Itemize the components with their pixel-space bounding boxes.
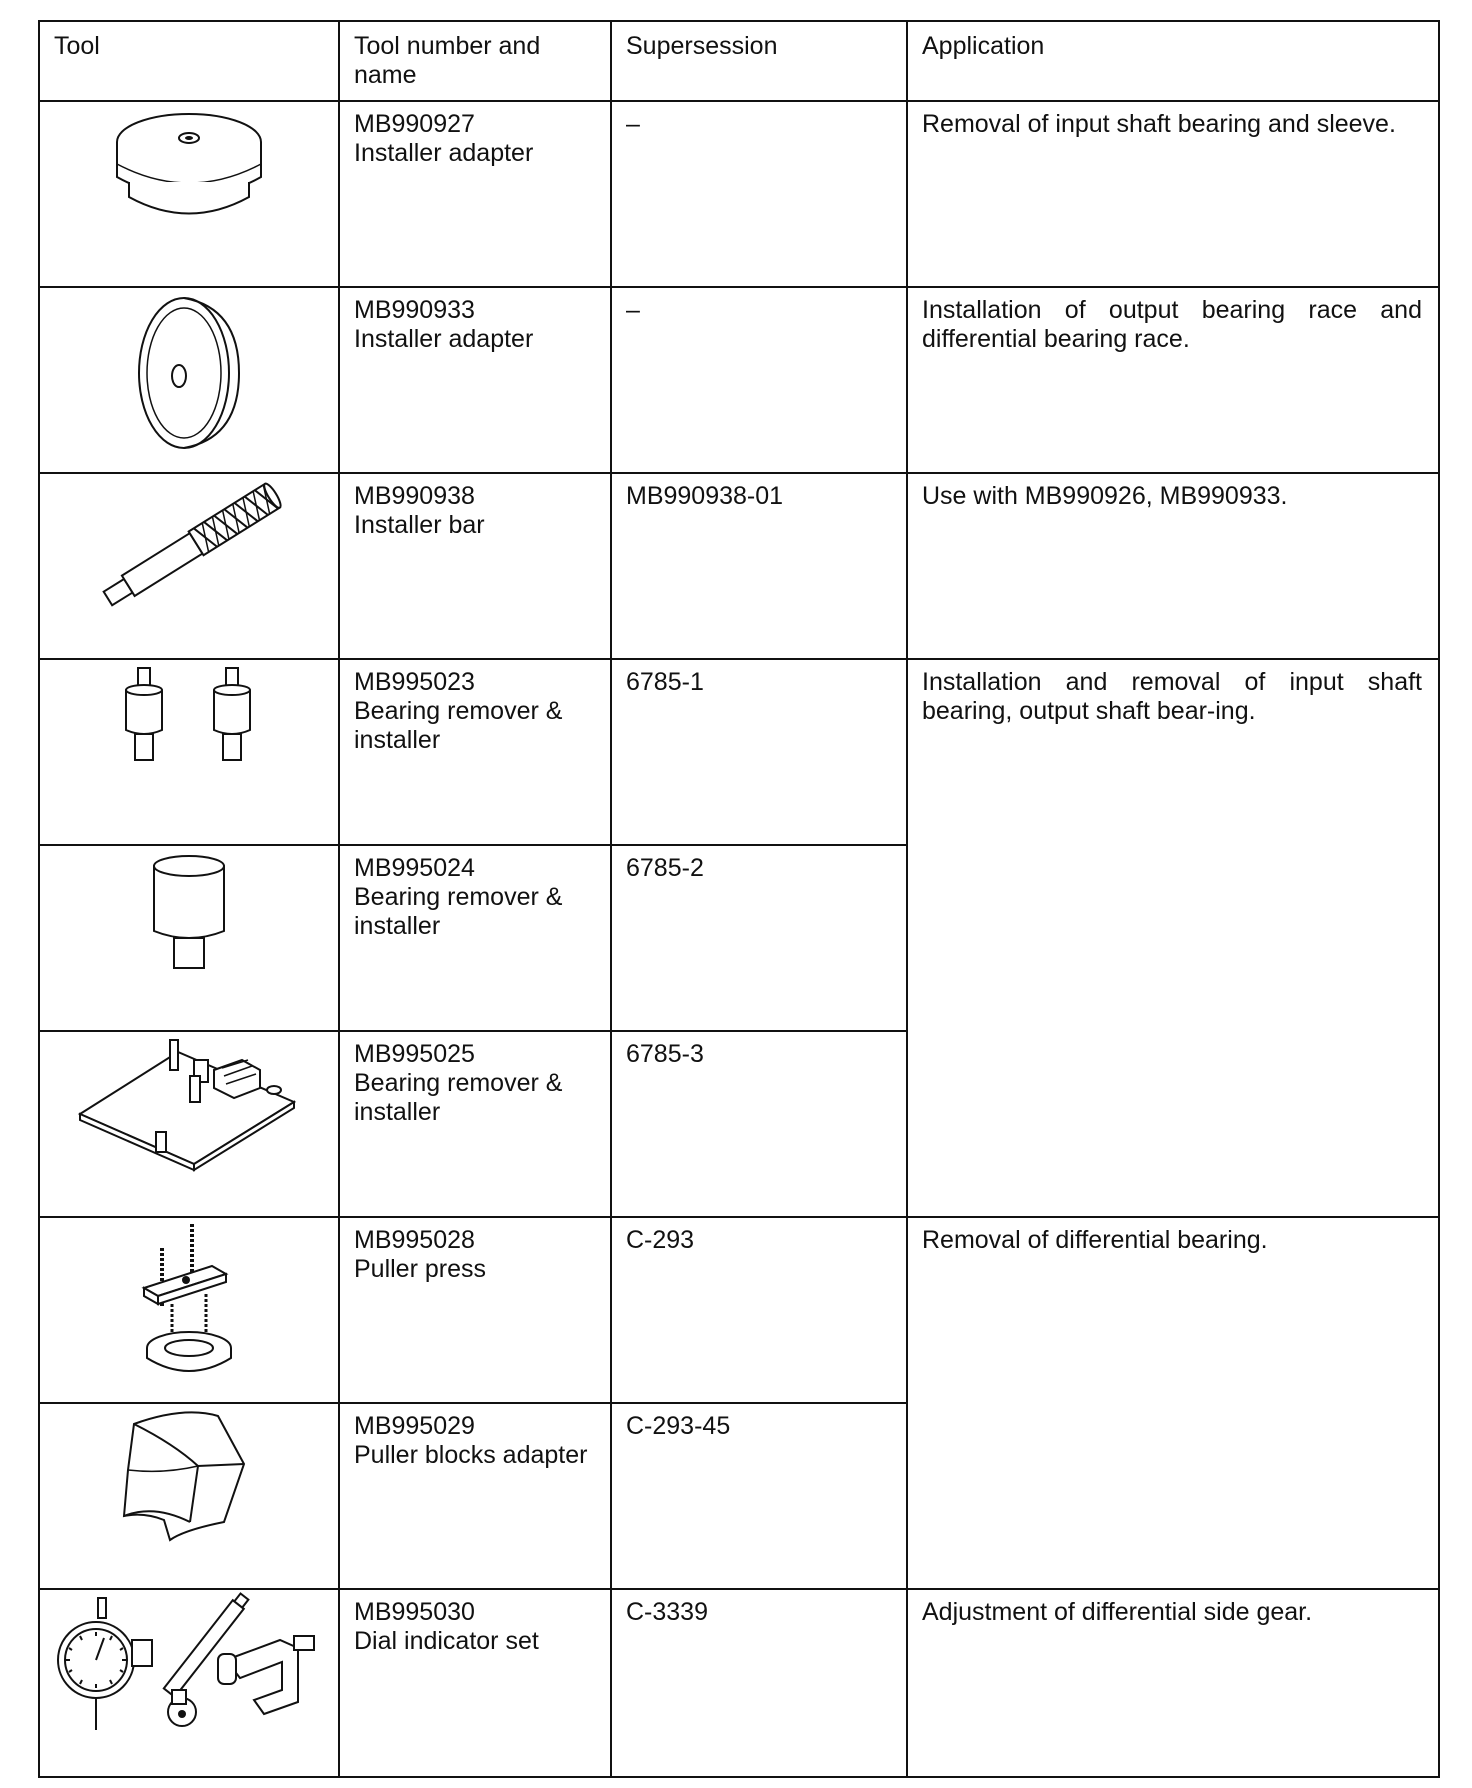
tool-name: Installer adapter (354, 139, 534, 167)
installer-bar-icon (74, 474, 304, 624)
table-row (39, 473, 1439, 659)
tool-image-cell (39, 1031, 339, 1217)
tool-number-name-cell (339, 659, 611, 845)
tool-number: MB995028 (354, 1226, 475, 1254)
application-cell: Use with MB990926, MB990933. (907, 473, 1439, 659)
table-row (39, 101, 1439, 287)
tool-name: Bearing remover & installer (354, 1069, 563, 1126)
header-application: Application (907, 21, 1439, 101)
tool-image-cell (39, 101, 339, 287)
table-row (39, 1217, 1439, 1403)
tool-number: MB995029 (354, 1412, 475, 1440)
puller-blocks-icon (114, 1404, 264, 1544)
tool-name: Puller press (354, 1255, 486, 1283)
tool-number: MB990933 (354, 296, 475, 324)
bearing-remover-plate-icon (74, 1032, 304, 1172)
tool-image-cell (39, 1589, 339, 1777)
supersession-cell: C-3339 (611, 1589, 907, 1777)
bearing-remover-pair-icon (104, 660, 274, 770)
application-cell: Removal of differential bearing. (907, 1217, 1439, 1589)
application-cell: Installation and removal of input shaft bearing, output shaft bear-ing. (907, 659, 1439, 1217)
tool-number: MB995023 (354, 668, 475, 696)
application-cell: Adjustment of differential side gear. (907, 1589, 1439, 1777)
supersession-cell: – (611, 101, 907, 287)
tool-name: Installer bar (354, 511, 485, 539)
tool-number-name-cell (339, 845, 611, 1031)
installer-adapter-disc-icon (124, 288, 254, 458)
tool-image-cell (39, 845, 339, 1031)
supersession-cell: 6785-3 (611, 1031, 907, 1217)
tool-number: MB990927 (354, 110, 475, 138)
application-cell: Removal of input shaft bearing and sleeve. (907, 101, 1439, 287)
supersession-cell: MB990938-01 (611, 473, 907, 659)
supersession-cell: C-293-45 (611, 1403, 907, 1589)
supersession-cell: C-293 (611, 1217, 907, 1403)
tool-number-name-cell (339, 101, 611, 287)
supersession-cell: 6785-1 (611, 659, 907, 845)
special-tools-table (38, 20, 1440, 1778)
tool-name: Bearing remover & installer (354, 697, 563, 754)
tool-number-name-cell (339, 1403, 611, 1589)
header-row (39, 21, 1439, 101)
header-tool: Tool (39, 21, 339, 101)
tool-number: MB990938 (354, 482, 475, 510)
tool-number-name-cell (339, 1031, 611, 1217)
dial-indicator-icon (54, 1590, 324, 1740)
tool-number-name-cell (339, 1589, 611, 1777)
tool-name: Installer adapter (354, 325, 534, 353)
tool-number: MB995025 (354, 1040, 475, 1068)
table-row (39, 1589, 1439, 1777)
tool-number-name-cell (339, 1217, 611, 1403)
tool-image-cell (39, 473, 339, 659)
tool-image-cell (39, 659, 339, 845)
table-row (39, 659, 1439, 845)
tool-image-cell (39, 1217, 339, 1403)
puller-press-icon (134, 1218, 244, 1378)
header-supersession: Supersession (611, 21, 907, 101)
tool-number: MB995030 (354, 1598, 475, 1626)
tool-image-cell (39, 1403, 339, 1589)
tool-image-cell (39, 287, 339, 473)
installer-adapter-icon (104, 102, 274, 232)
tool-name: Bearing remover & installer (354, 883, 563, 940)
tool-number: MB995024 (354, 854, 475, 882)
supersession-cell: – (611, 287, 907, 473)
tool-number-name-cell (339, 473, 611, 659)
supersession-cell: 6785-2 (611, 845, 907, 1031)
tool-name: Dial indicator set (354, 1627, 539, 1655)
bearing-remover-icon (144, 846, 234, 976)
header-tool-number-name: Tool number and name (339, 21, 611, 101)
tool-name: Puller blocks adapter (354, 1441, 588, 1469)
tool-number-name-cell (339, 287, 611, 473)
table-row (39, 287, 1439, 473)
application-cell: Installation of output bearing race and differential bearing race. (907, 287, 1439, 473)
